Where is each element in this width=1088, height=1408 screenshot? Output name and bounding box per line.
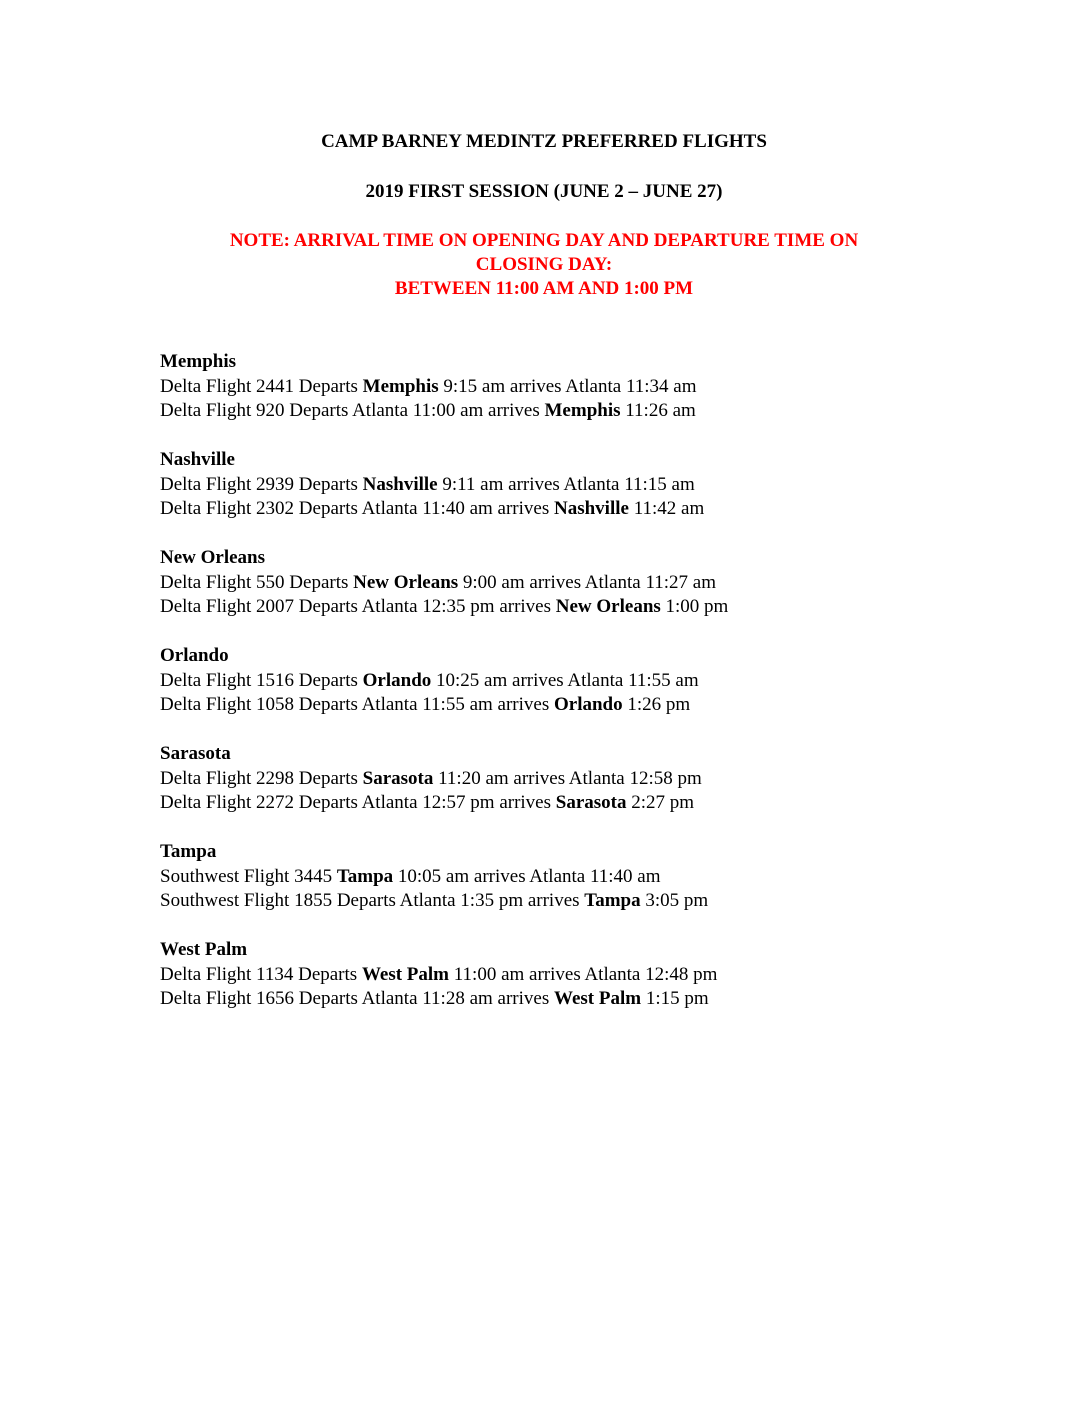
flight-city: West Palm [554, 988, 642, 1009]
flight-text: Delta Flight 2939 Departs [160, 473, 363, 495]
flight-text: Delta Flight 1656 Departs Atlanta 11:28 am arrives [160, 988, 554, 1009]
flight-text: 9:00 am arrives Atlanta 11:27 am [458, 571, 717, 593]
flight-text: 1:15 pm [641, 988, 709, 1009]
flight-line [160, 889, 1040, 914]
flight-text: 11:00 am arrives Atlanta 12:48 pm [449, 963, 718, 985]
city-heading: Memphis [160, 351, 236, 372]
flight-text: Southwest Flight 3445 [160, 865, 337, 887]
flight-city: Memphis [362, 375, 439, 397]
flight-text: Delta Flight 2272 Departs Atlanta 12:57 pm arrives [160, 792, 556, 813]
city-section [160, 448, 1040, 522]
flight-city: Memphis [544, 400, 621, 421]
flight-city: Tampa [336, 865, 394, 887]
city-heading: Sarasota [160, 743, 231, 764]
flight-line [160, 987, 1040, 1012]
document-title: CAMP BARNEY MEDINTZ PREFERRED FLIGHTS [321, 131, 767, 152]
flight-text: Delta Flight 2302 Departs Atlanta 11:40 am arrives [160, 498, 554, 519]
flight-city: Nashville [362, 473, 438, 495]
flight-city: Tampa [584, 890, 641, 911]
city-heading: West Palm [160, 939, 248, 960]
flight-text: 2:27 pm [626, 792, 695, 813]
flight-city: Orlando [554, 694, 623, 715]
note-line-3: BETWEEN 11:00 AM AND 1:00 PM [394, 278, 694, 299]
flight-city: Sarasota [555, 792, 627, 813]
flight-text: Delta Flight 2007 Departs Atlanta 12:35 pm arrives [160, 596, 556, 617]
flight-text: Delta Flight 1516 Departs [160, 669, 363, 691]
flight-text: 3:05 pm [640, 890, 709, 911]
flight-line [160, 571, 1040, 596]
flight-city: Orlando [362, 669, 432, 691]
city-section [160, 644, 1040, 718]
flight-line [160, 963, 1040, 988]
city-section [160, 742, 1040, 816]
city-heading: Tampa [160, 841, 217, 862]
flight-line [160, 595, 1040, 620]
flight-line [160, 791, 1040, 816]
flight-city: Sarasota [362, 767, 434, 789]
city-heading: Orlando [160, 645, 229, 666]
flight-text: Delta Flight 550 Departs [160, 571, 354, 593]
flight-line [160, 375, 1040, 400]
flight-city: New Orleans [555, 596, 661, 617]
flight-text: Delta Flight 920 Departs Atlanta 11:00 am arrives [160, 400, 545, 421]
flight-line [160, 497, 1040, 522]
flight-text: 9:15 am arrives Atlanta 11:34 am [438, 375, 697, 397]
city-heading: Nashville [160, 449, 235, 470]
flight-text: Southwest Flight 1855 Departs Atlanta 1:35 pm arrives [160, 890, 585, 911]
flight-text: Delta Flight 1134 Departs [160, 963, 362, 985]
flight-line [160, 767, 1040, 792]
flight-text: 10:05 am arrives Atlanta 11:40 am [393, 865, 661, 887]
flight-city: West Palm [361, 963, 450, 985]
city-section [160, 840, 1040, 914]
flight-text: 11:26 am [620, 400, 696, 421]
flight-text: 11:42 am [628, 498, 705, 519]
flight-list [160, 350, 1040, 1036]
flight-line [160, 693, 1040, 718]
note-line-2: CLOSING DAY: [475, 254, 613, 275]
flight-text: 1:26 pm [622, 694, 691, 715]
flight-text: 1:00 pm [660, 596, 729, 617]
flight-line [160, 865, 1040, 890]
city-heading: New Orleans [160, 547, 266, 568]
flight-line [160, 473, 1040, 498]
note-line-1: NOTE: ARRIVAL TIME ON OPENING DAY AND DEPARTURE TIME ON [229, 230, 859, 251]
flight-text: Delta Flight 1058 Departs Atlanta 11:55 am arrives [160, 694, 554, 715]
flight-text: 10:25 am arrives Atlanta 11:55 am [431, 669, 699, 691]
flight-text: Delta Flight 2441 Departs [160, 375, 363, 397]
flight-line [160, 669, 1040, 694]
city-section [160, 546, 1040, 620]
flight-line [160, 399, 1040, 424]
flight-text: 9:11 am arrives Atlanta 11:15 am [437, 473, 695, 495]
flight-city: Nashville [554, 498, 629, 519]
city-section [160, 350, 1040, 424]
flight-city: New Orleans [353, 571, 459, 593]
flight-text: 11:20 am arrives Atlanta 12:58 pm [433, 767, 702, 789]
arrival-departure-note [0, 229, 1088, 301]
flight-text: Delta Flight 2298 Departs [160, 767, 363, 789]
city-section [160, 938, 1040, 1012]
session-title: 2019 FIRST SESSION (JUNE 2 – JUNE 27) [365, 181, 723, 202]
